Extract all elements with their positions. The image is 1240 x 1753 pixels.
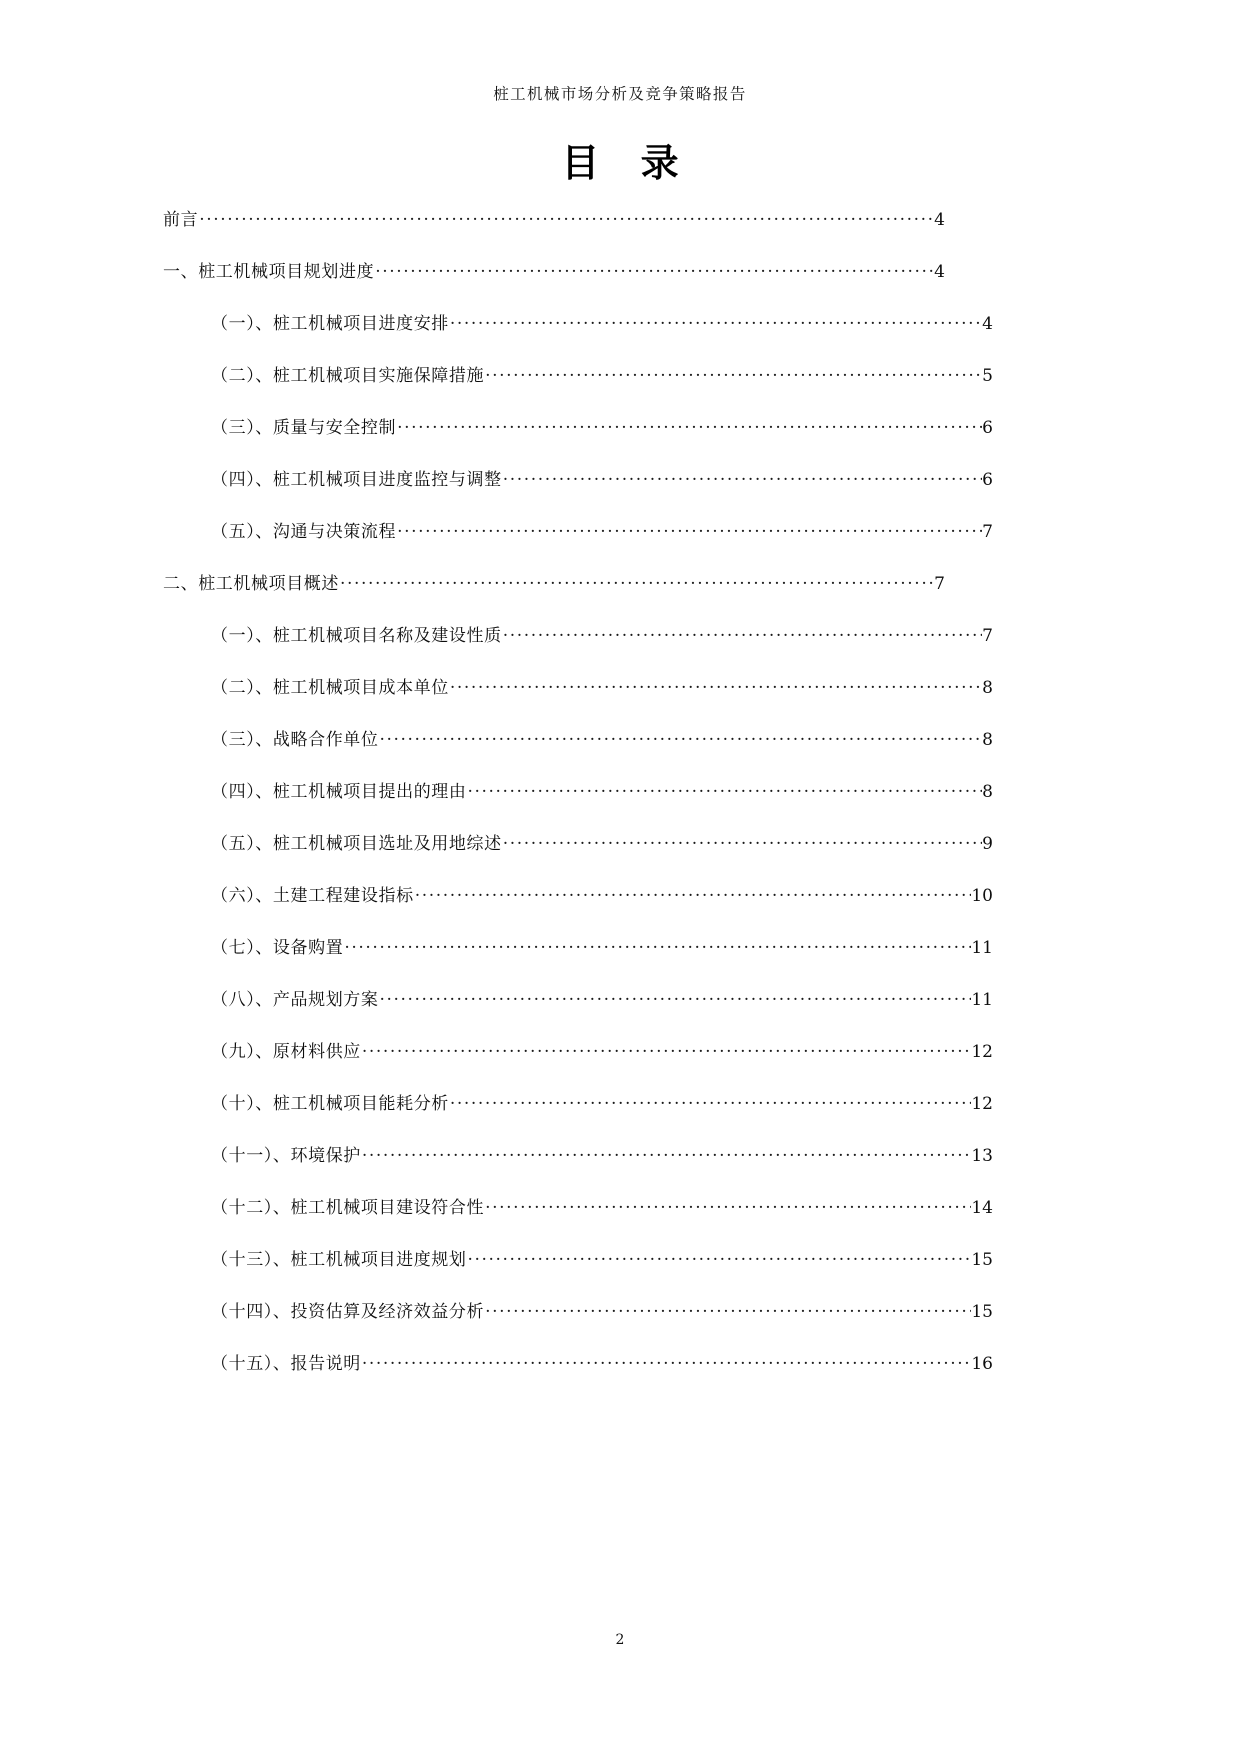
toc-entry[interactable] bbox=[163, 829, 993, 881]
toc-leader-dots bbox=[503, 468, 982, 485]
toc-leader-dots bbox=[485, 1196, 971, 1213]
toc-entry-page-number: 10 bbox=[971, 886, 993, 906]
toc-entry[interactable] bbox=[163, 1349, 993, 1401]
toc-entry-label: （一）、桩工机械项目名称及建设性质 bbox=[211, 626, 502, 646]
toc-entry-label: （十）、桩工机械项目能耗分析 bbox=[211, 1094, 449, 1114]
toc-entry-label: 一、桩工机械项目规划进度 bbox=[163, 262, 375, 282]
table-of-contents bbox=[163, 205, 993, 1401]
toc-entry[interactable] bbox=[163, 777, 993, 829]
toc-entry-label: （七）、设备购置 bbox=[211, 938, 344, 958]
toc-entry-label: （二）、桩工机械项目成本单位 bbox=[211, 678, 449, 698]
toc-leader-dots bbox=[450, 1092, 971, 1109]
toc-entry-label: （三）、质量与安全控制 bbox=[211, 418, 397, 438]
toc-leader-dots bbox=[485, 364, 982, 381]
toc-entry-page-number: 7 bbox=[982, 626, 993, 646]
toc-leader-dots bbox=[375, 260, 934, 277]
toc-entry-page-number: 6 bbox=[982, 418, 993, 438]
toc-entry-page-number: 8 bbox=[982, 782, 993, 802]
toc-entry-page-number: 13 bbox=[971, 1146, 993, 1166]
toc-leader-dots bbox=[344, 936, 971, 953]
toc-entry[interactable] bbox=[163, 517, 993, 569]
toc-entry-label: 前言 bbox=[163, 210, 199, 230]
toc-entry[interactable] bbox=[163, 205, 945, 257]
toc-leader-dots bbox=[485, 1300, 971, 1317]
toc-leader-dots bbox=[415, 884, 972, 901]
toc-entry[interactable] bbox=[163, 673, 993, 725]
toc-entry-page-number: 12 bbox=[971, 1042, 993, 1062]
toc-entry-page-number: 4 bbox=[934, 210, 945, 230]
toc-entry[interactable] bbox=[163, 361, 993, 413]
toc-entry-label: （四）、桩工机械项目提出的理由 bbox=[211, 782, 467, 802]
toc-leader-dots bbox=[362, 1144, 971, 1161]
toc-entry-page-number: 16 bbox=[971, 1354, 993, 1374]
toc-entry[interactable] bbox=[163, 1141, 993, 1193]
toc-entry-page-number: 5 bbox=[982, 366, 993, 386]
toc-entry-label: （十三）、桩工机械项目进度规划 bbox=[211, 1250, 467, 1270]
toc-entry-label: （十五）、报告说明 bbox=[211, 1354, 361, 1374]
toc-entry-page-number: 4 bbox=[982, 314, 993, 334]
toc-entry[interactable] bbox=[163, 465, 993, 517]
toc-entry-label: （十二）、桩工机械项目建设符合性 bbox=[211, 1198, 485, 1218]
toc-leader-dots bbox=[468, 780, 983, 797]
toc-entry[interactable] bbox=[163, 1037, 993, 1089]
toc-leader-dots bbox=[397, 416, 982, 433]
toc-entry-page-number: 7 bbox=[982, 522, 993, 542]
toc-entry-page-number: 11 bbox=[971, 990, 993, 1010]
toc-entry[interactable] bbox=[163, 1193, 993, 1245]
toc-entry-page-number: 12 bbox=[971, 1094, 993, 1114]
toc-entry-label: （二）、桩工机械项目实施保障措施 bbox=[211, 366, 485, 386]
toc-entry-label: （十四）、投资估算及经济效益分析 bbox=[211, 1302, 485, 1322]
toc-leader-dots bbox=[199, 208, 934, 225]
toc-entry-page-number: 8 bbox=[982, 678, 993, 698]
toc-entry[interactable] bbox=[163, 257, 945, 309]
toc-leader-dots bbox=[468, 1248, 972, 1265]
toc-entry-page-number: 11 bbox=[971, 938, 993, 958]
toc-leader-dots bbox=[503, 624, 982, 641]
toc-leader-dots bbox=[503, 832, 982, 849]
toc-entry[interactable] bbox=[163, 309, 993, 361]
toc-entry-page-number: 15 bbox=[971, 1302, 993, 1322]
toc-entry[interactable] bbox=[163, 1297, 993, 1349]
footer-page-number: 2 bbox=[615, 1632, 625, 1648]
toc-entry-label: （九）、原材料供应 bbox=[211, 1042, 361, 1062]
toc-entry[interactable] bbox=[163, 1089, 993, 1141]
toc-entry-label: （八）、产品规划方案 bbox=[211, 990, 379, 1010]
toc-entry-page-number: 15 bbox=[971, 1250, 993, 1270]
toc-entry-page-number: 4 bbox=[934, 262, 945, 282]
toc-leader-dots bbox=[450, 676, 982, 693]
toc-leader-dots bbox=[340, 572, 934, 589]
toc-entry-page-number: 7 bbox=[934, 574, 945, 594]
running-header: 桩工机械市场分析及竞争策略报告 bbox=[493, 85, 747, 103]
toc-leader-dots bbox=[450, 312, 982, 329]
toc-entry-label: （三）、战略合作单位 bbox=[211, 730, 379, 750]
toc-entry[interactable] bbox=[163, 933, 993, 985]
toc-leader-dots bbox=[362, 1352, 971, 1369]
toc-entry[interactable] bbox=[163, 725, 993, 777]
toc-entry-label: （一）、桩工机械项目进度安排 bbox=[211, 314, 449, 334]
toc-entry-label: （四）、桩工机械项目进度监控与调整 bbox=[211, 470, 502, 490]
toc-leader-dots bbox=[362, 1040, 971, 1057]
toc-entry[interactable] bbox=[163, 1245, 993, 1297]
toc-entry-page-number: 9 bbox=[982, 834, 993, 854]
toc-entry-label: 二、桩工机械项目概述 bbox=[163, 574, 339, 594]
toc-entry[interactable] bbox=[163, 985, 993, 1037]
toc-entry[interactable] bbox=[163, 413, 993, 465]
toc-entry-label: （五）、沟通与决策流程 bbox=[211, 522, 397, 542]
toc-leader-dots bbox=[380, 988, 972, 1005]
toc-entry-page-number: 14 bbox=[971, 1198, 993, 1218]
toc-entry[interactable] bbox=[163, 569, 945, 621]
toc-entry-label: （六）、土建工程建设指标 bbox=[211, 886, 414, 906]
toc-entry-page-number: 8 bbox=[982, 730, 993, 750]
toc-leader-dots bbox=[397, 520, 982, 537]
toc-leader-dots bbox=[380, 728, 983, 745]
toc-entry-page-number: 6 bbox=[982, 470, 993, 490]
page-title: 目 录 bbox=[561, 140, 693, 185]
toc-entry[interactable] bbox=[163, 621, 993, 673]
toc-entry-label: （十一）、环境保护 bbox=[211, 1146, 361, 1166]
toc-entry[interactable] bbox=[163, 881, 993, 933]
toc-entry-label: （五）、桩工机械项目选址及用地综述 bbox=[211, 834, 502, 854]
